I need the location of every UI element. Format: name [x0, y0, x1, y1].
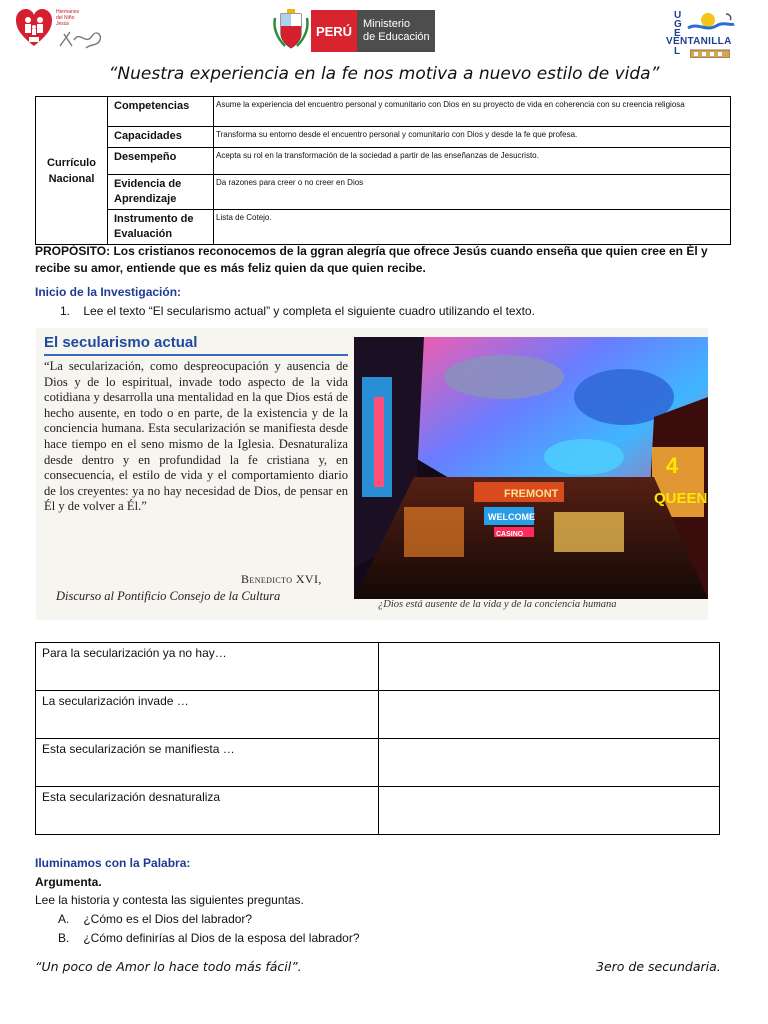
- instruction-step: [60, 304, 535, 318]
- sign-four: 4: [666, 453, 679, 478]
- curriculum-label: Desempeño: [108, 148, 214, 175]
- ugel-logo: [664, 8, 740, 58]
- instruction-text: Lee la historia y contesta las siguientes preguntas.: [35, 893, 304, 907]
- heart-logo-icon: [16, 8, 52, 48]
- prompt-cell: Para la secularización ya no hay…: [36, 643, 379, 691]
- ugel-name: VENTANILLA: [666, 36, 732, 47]
- prompt-cell: La secularización invade …: [36, 691, 379, 739]
- ministry-line-2: de Educación: [363, 31, 430, 43]
- purpose-paragraph: PROPÓSITO: Los cristianos reconocemos de la ggran alegría que ofrece Jesús cuando enseña que quien cree en Él y recibe su amor, entiende que es más feliz quien da que quien recibe.: [35, 244, 708, 275]
- curriculum-value: Transforma su entorno desde el encuentro personal y comunitario con Dios y desde la fe que profesa.: [214, 127, 731, 148]
- ugel-letter: L: [674, 46, 681, 57]
- ugel-letter: U: [674, 10, 682, 21]
- excerpt-title: El secularismo actual: [44, 334, 198, 351]
- page-header: [0, 6, 768, 58]
- photo-caption: ¿Dios está ausente de la vida y de la conciencia humana: [378, 599, 617, 610]
- question-marker: B.: [58, 931, 70, 945]
- prompt-cell: Esta secularización se manifiesta …: [36, 739, 379, 787]
- building-icon: [690, 48, 730, 58]
- school-logo-text: Hermanos del Niño Jesús: [56, 9, 80, 27]
- answer-cell[interactable]: [379, 739, 720, 787]
- fremont-street-photo: [354, 337, 708, 599]
- excerpt-quote: “La secularización, como despreocupación y ausencia de Dios y de lo espiritual, invade todo aspecto de la vida cotidiana y desarrolla una mentalidad en la que Dios está de hecho ausente, en todo o en parte, de la existencia y de la conciencia humana. Esta secularización se manifiesta desde hace tiempo en el seno mismo de la Iglesia. Desnaturaliza desde dentro y en profundidad la fe cristiana y, en consecuencia, el estilo de vida y el comportamiento diario de los creyentes: ya no hay necesidad de Dios, de pensar en Él y de volver a Él.”: [44, 359, 348, 514]
- table-row: [36, 787, 720, 835]
- excerpt-source: Discurso al Pontificio Consejo de la Cultura: [56, 589, 281, 603]
- curriculum-row-header: Currículo Nacional: [36, 97, 108, 245]
- step-text: Lee el texto “El secularismo actual” y completa el siguiente cuadro utilizando el texto.: [83, 304, 535, 318]
- curriculum-value: Acepta su rol en la transformación de la sociedad a partir de las enseñanzas de Jesucristo.: [214, 148, 731, 175]
- curriculum-label: Competencias: [108, 97, 214, 127]
- curriculum-table: [35, 96, 731, 245]
- section-heading-iluminamos: Iluminamos con la Palabra:: [35, 856, 191, 870]
- completion-table: [35, 642, 720, 835]
- curriculum-value: Da razones para creer o no creer en Dios: [214, 175, 731, 210]
- page-title: “Nuestra experiencia en la fe nos motiva a nuevo estilo de vida”: [108, 64, 660, 84]
- question-marker: A.: [58, 912, 70, 926]
- curriculum-value: Asume la experiencia del encuentro personal y comunitario con Dios en su proyecto de vida en coherencia con su creencia religiosa: [214, 97, 731, 127]
- sign-fremont: FREMONT: [504, 488, 559, 500]
- curriculum-label: Evidencia de Aprendizaje: [108, 175, 214, 210]
- section-heading-inicio: Inicio de la Investigación:: [35, 285, 182, 299]
- answer-cell[interactable]: [379, 643, 720, 691]
- table-row: [36, 643, 720, 691]
- peru-coat-of-arms-icon: [271, 8, 311, 54]
- curriculum-value: Lista de Cotejo.: [214, 210, 731, 245]
- subheading-argumenta: Argumenta.: [35, 875, 102, 889]
- peru-label: PERÚ: [311, 10, 357, 52]
- question-text: ¿Cómo definirías al Dios de la esposa del labrador?: [83, 931, 360, 945]
- sign-welcome: WELCOME: [488, 512, 535, 522]
- answer-cell[interactable]: [379, 691, 720, 739]
- table-row: [36, 691, 720, 739]
- curriculum-label: Instrumento de Evaluación: [108, 210, 214, 245]
- curriculum-label: Capacidades: [108, 127, 214, 148]
- school-logo: [16, 8, 106, 56]
- sun-wave-icon: [686, 10, 736, 36]
- ministry-logo: [271, 8, 435, 54]
- ministry-name: [357, 10, 435, 52]
- footer-grade: 3ero de secundaria.: [596, 959, 721, 974]
- answer-cell[interactable]: [379, 787, 720, 835]
- table-row: [36, 739, 720, 787]
- prompt-cell: Esta secularización desnaturaliza: [36, 787, 379, 835]
- ugel-letter: G: [674, 19, 682, 30]
- excerpt-author: Benedicto XVI,: [241, 572, 322, 586]
- step-number: 1.: [60, 304, 71, 318]
- book-excerpt: [36, 328, 708, 620]
- question-item: [58, 931, 360, 945]
- question-item: [58, 912, 252, 926]
- sign-casino: CASINO: [496, 531, 524, 538]
- ministry-line-1: Ministerio: [363, 18, 411, 30]
- signature-scribble-icon: [56, 26, 106, 52]
- sign-queen: QUEEN: [654, 490, 708, 507]
- excerpt-title-underline: [44, 354, 348, 356]
- ugel-letter: E: [674, 28, 681, 39]
- footer-motto: “Un poco de Amor lo hace todo más fácil”.: [35, 959, 302, 974]
- question-text: ¿Cómo es el Dios del labrador?: [83, 912, 253, 926]
